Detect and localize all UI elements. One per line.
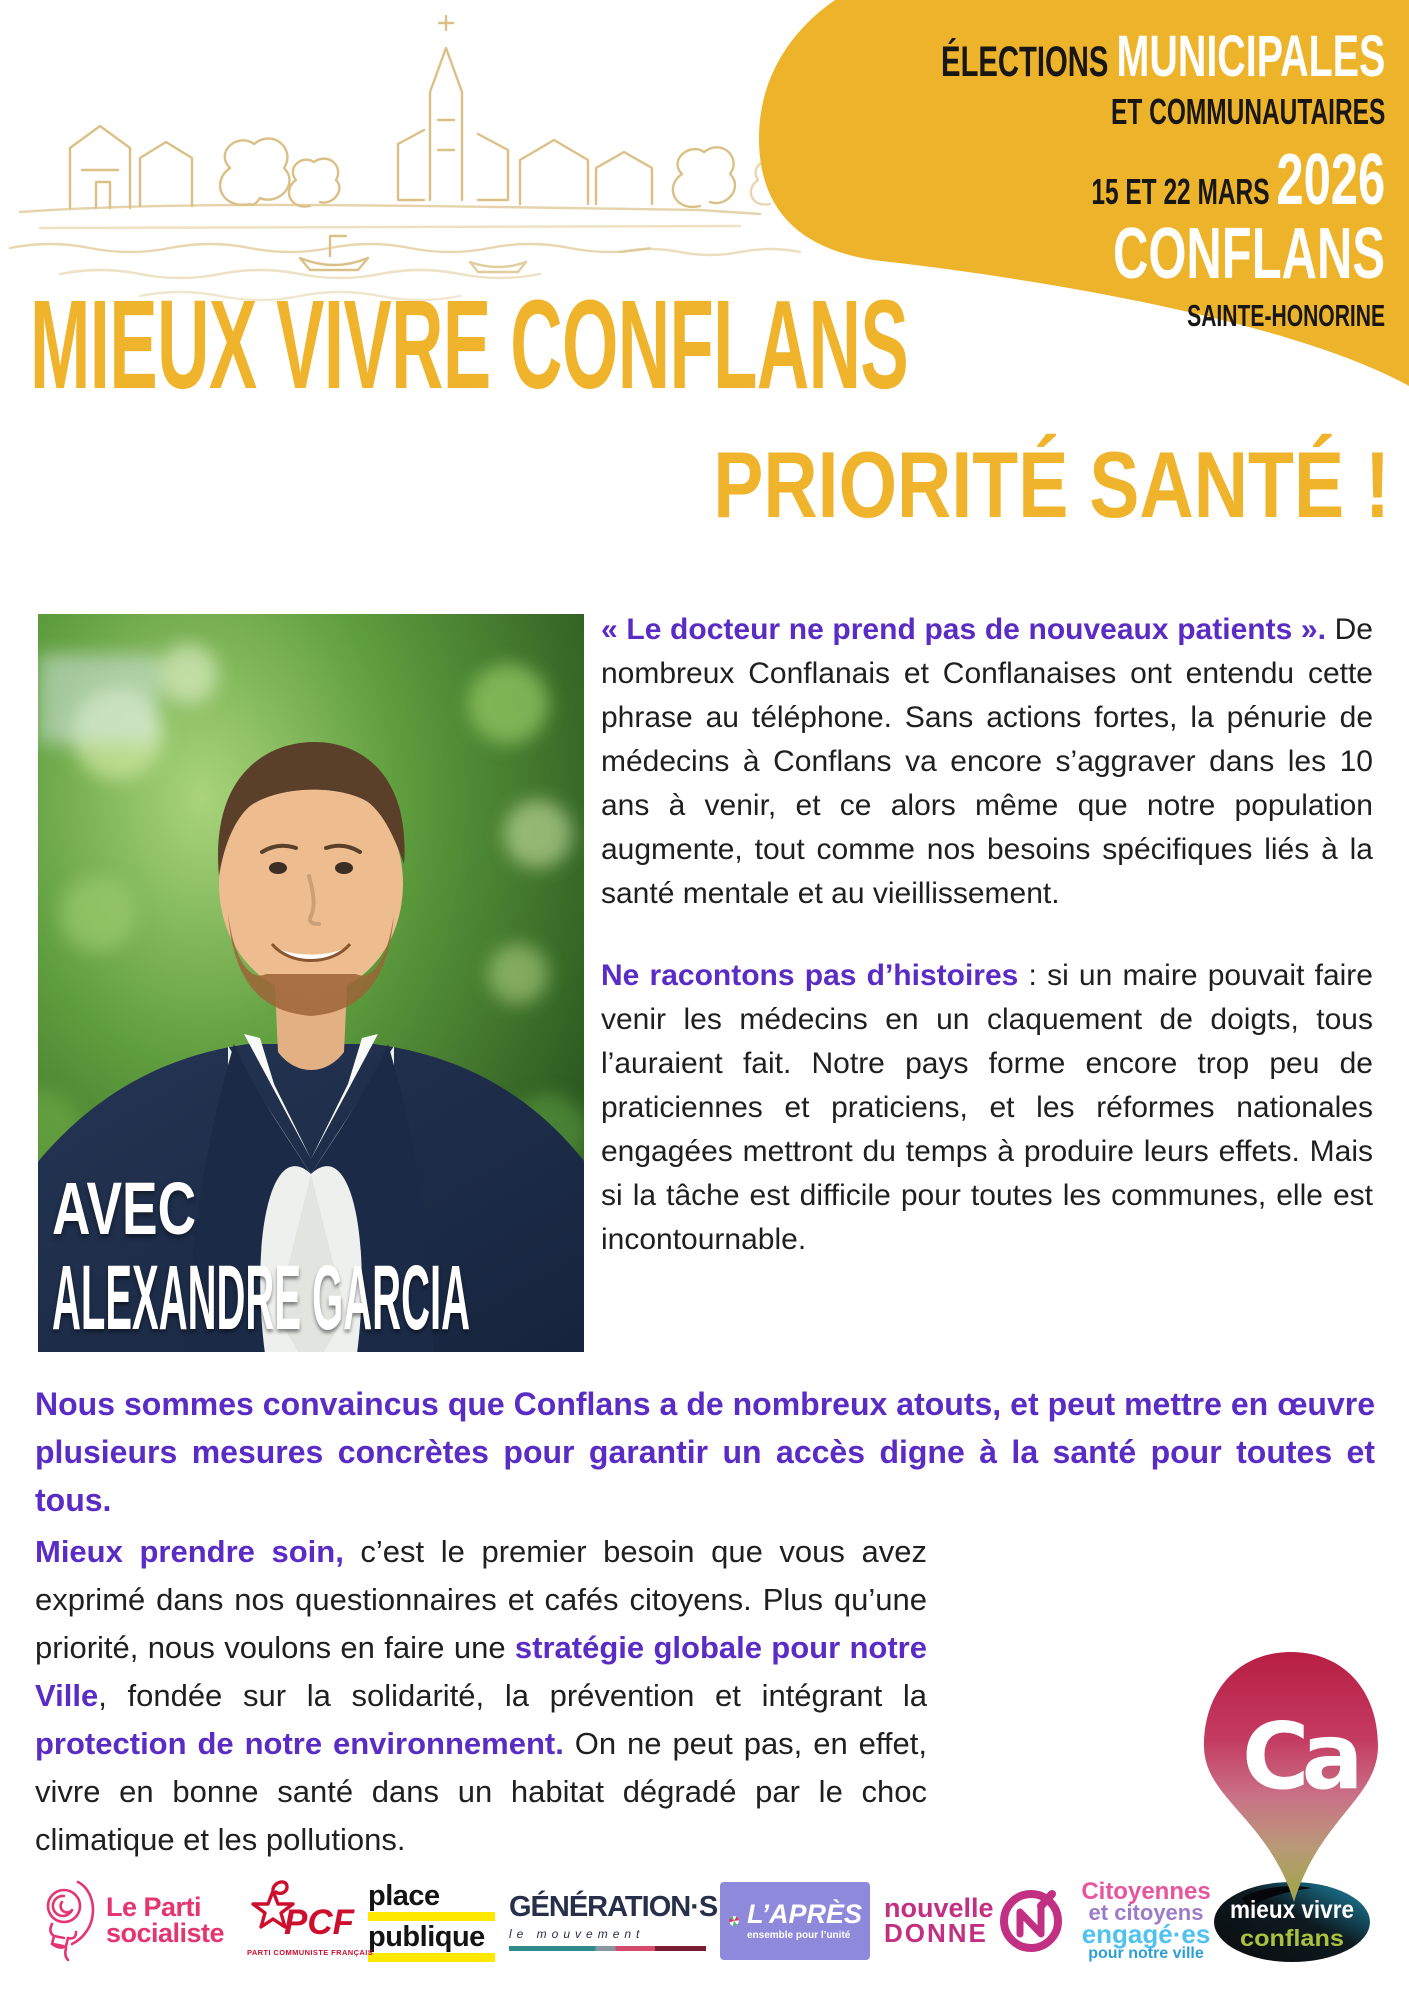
logo-parti-socialiste: [42, 1878, 233, 1964]
map-pin-monogram-icon: [1198, 1646, 1384, 1908]
pinwheel-icon: [728, 1901, 740, 1941]
generations-color-bar: [509, 1946, 706, 1951]
ps-line2: socialiste: [106, 1918, 225, 1948]
generations-label: GÉNÉRATION·S: [509, 1891, 718, 1923]
pcf-label: PCF: [284, 1903, 354, 1942]
logo-place-publique: [368, 1880, 495, 1963]
lapres-sublabel: ensemble pour l’unité: [746, 1930, 851, 1941]
ps-line1: Le Parti: [106, 1892, 202, 1923]
badge-city-suffix: SAINTE-HONORINE: [1187, 298, 1385, 333]
intro-paragraph-2: Ne racontons pas d’histoires : si un maire pouvait faire venir les médecins en un claquement de doigts, tous l’auraient fait. Notre pays forme encore trop peu de praticiennes et praticiens, et les réformes nationales engagées mettront du temps à produire leurs effets. Mais si la tâche est difficile pour toutes les communes, elle est incontournable.: [601, 959, 1373, 1256]
photo-caption: [52, 1167, 584, 1349]
logo-pcf: [247, 1875, 374, 1967]
ps-label: [106, 1892, 225, 1948]
strategy-paragraph-zone: [35, 1528, 1375, 1864]
page-subtitle: PRIORITÉ SANTÉ !: [713, 432, 1390, 537]
generations-sublabel: le mouvement: [509, 1927, 645, 1941]
logo-lapres: [720, 1882, 870, 1960]
n-circle-icon: [996, 1886, 1066, 1956]
rose-in-fist-icon: [42, 1878, 100, 1964]
lapres-label: L’APRÈS: [746, 1899, 862, 1929]
mvc-line2: conflans: [1240, 1925, 1344, 1951]
statement-paragraph: Nous sommes convaincus que Conflans a de nombreux atouts, et peut mettre en œuvre plusieurs mesures concrètes pour garantir un accès digne à la santé pour toutes et tous.: [35, 1386, 1375, 1518]
strategy-paragraph: Mieux prendre soin, c’est le premier besoin que vous avez exprimé dans nos questionnaires et cafés citoyens. Plus qu’une priorité, nous voulons en faire une stratégie globale pour notre Ville, fondée sur la solidarité, la prévention et intégrant la protection de notre environnement. On ne peut pas, en effet, vivre en bonne santé dans un habitat dégradé par le choc climatique et les pollutions.: [35, 1528, 1375, 1864]
cit-line2: et citoyens: [1088, 1899, 1204, 1925]
pp-line1: place: [368, 1880, 495, 1921]
nd-line1: nouvelle: [884, 1892, 994, 1923]
badge-year: 2026: [1276, 140, 1385, 220]
intro-column: [601, 608, 1373, 1300]
mvc-line1: mieux vivre: [1230, 1896, 1355, 1924]
badge-communautaires: ET COMMUNAUTAIRES: [1110, 91, 1385, 132]
pcf-sublabel: PARTI COMMUNISTE FRANÇAIS: [247, 1948, 374, 1957]
caption-avec: AVEC: [52, 1167, 197, 1250]
candidate-photo: [38, 614, 584, 1352]
intro-paragraph-1: « Le docteur ne prend pas de nouveaux patients ». De nombreux Conflanais et Conflanaises ont entendu cette phrase au téléphone. Sans actions fortes, la pénurie de médecins à Conflans va encore s’aggraver dans les 10 ans à venir, et ce alors même que notre population augmente, tout comme nos besoins spécifiques liés à la santé mentale et au vieillissement.: [601, 613, 1373, 910]
badge-city: CONFLANS: [1113, 214, 1385, 294]
badge-dates: 15 ET 22 MARS: [1091, 171, 1277, 212]
page-title: MIEUX VIVRE CONFLANS: [30, 274, 909, 415]
nd-line2: DONNE: [884, 1918, 988, 1949]
mvc-monogram: Ca: [1242, 1703, 1356, 1810]
lapres-text: [747, 1901, 862, 1941]
caption-candidate-name: ALEXANDRE GARCIA: [52, 1247, 471, 1349]
cit-line4: pour notre ville: [1088, 1944, 1204, 1962]
logo-citoyens-engages: [1080, 1877, 1212, 1962]
logo-nouvelle-donne: [884, 1892, 994, 1949]
cit-line1: Citoyennes: [1081, 1877, 1211, 1905]
cit-line3: engagé·es: [1081, 1918, 1211, 1949]
pp-line2: publique: [368, 1921, 495, 1962]
logo-generations: [509, 1891, 718, 1951]
badge-municipales: MUNICIPALES: [1116, 24, 1385, 89]
party-logos-bar: [42, 1866, 1212, 1976]
badge-elections: ÉLECTIONS: [940, 38, 1117, 86]
logo-mieux-vivre-conflans: [1198, 1646, 1390, 1976]
